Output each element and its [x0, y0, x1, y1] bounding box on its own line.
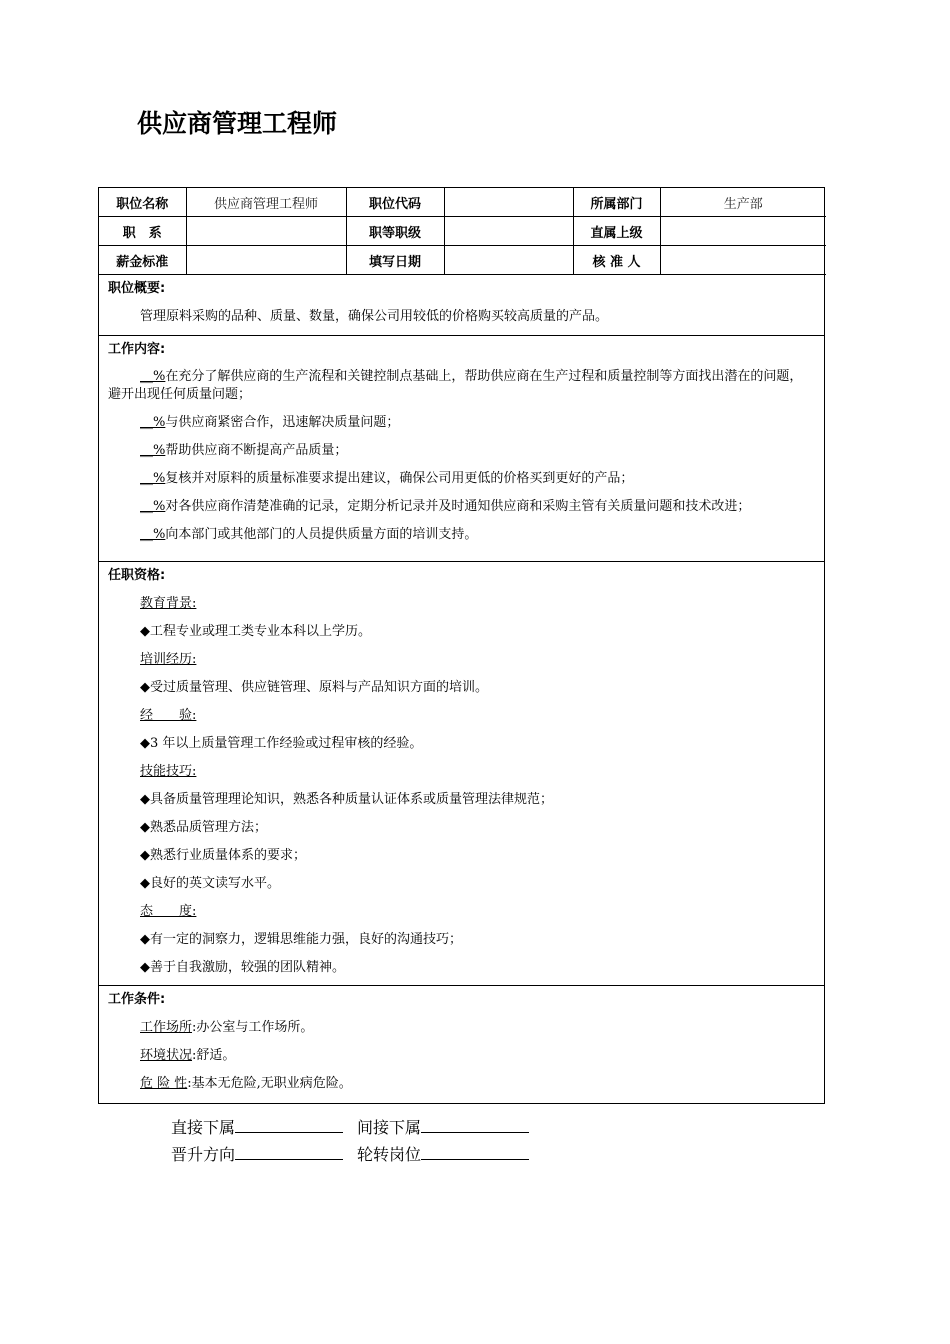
rotation-blank [421, 1143, 529, 1160]
supervisor-value [660, 217, 826, 246]
qualification-section [99, 562, 824, 986]
attitude-item: ◆有一定的洞察力，逻辑思维能力强，良好的沟通技巧； [140, 932, 462, 947]
position-name-label: 职位名称 [99, 188, 186, 217]
summary-section [99, 275, 824, 336]
work-item-text: 对各供应商作清楚准确的记录，定期分析记录并及时通知供应商和采购主管有关质量问题和技术改进； [165, 499, 751, 514]
job-family-value [186, 217, 346, 246]
place-value: :办公室与工作场所。 [192, 1020, 314, 1035]
percent-blank: __% [140, 415, 166, 430]
work-item [108, 465, 814, 493]
education-text: ◆工程专业或理工类专业本科以上学历。 [140, 624, 371, 639]
direct-reports-label: 直接下属 [171, 1118, 236, 1137]
work-item [108, 437, 814, 465]
header-table [99, 188, 826, 275]
position-name-value: 供应商管理工程师 [186, 188, 346, 217]
fill-date-label: 填写日期 [346, 246, 444, 275]
percent-blank: __% [140, 499, 166, 514]
work-section [99, 336, 824, 562]
work-item-text: 帮助供应商不断提高产品质量； [165, 443, 348, 458]
position-code-label: 职位代码 [346, 188, 444, 217]
approver-label: 核 准 人 [573, 246, 660, 275]
footer-row-2 [171, 1143, 543, 1166]
environment-value: :舒适。 [192, 1048, 236, 1063]
skill-item: ◆具备质量管理理论知识，熟悉各种质量认证体系或质量管理法律规范； [140, 792, 553, 807]
percent-blank: __% [140, 369, 166, 384]
header-row [99, 246, 826, 275]
percent-blank: __% [140, 527, 166, 542]
work-item-text: 与供应商紧密合作，迅速解决质量问题； [165, 415, 400, 430]
place-line [108, 1014, 814, 1042]
department-label: 所属部门 [573, 188, 660, 217]
work-item [108, 493, 814, 521]
skills-label: 技能技巧: [140, 764, 197, 779]
percent-blank: __% [140, 471, 166, 486]
grade-label: 职等职级 [346, 217, 444, 246]
supervisor-label: 直属上级 [573, 217, 660, 246]
promotion-label: 晋升方向 [171, 1145, 236, 1164]
direct-reports-blank [235, 1116, 343, 1133]
conditions-title: 工作条件: [108, 992, 166, 1007]
environment-label: 环境状况 [140, 1048, 193, 1063]
work-item [108, 409, 814, 437]
experience-text: ◆3 年以上质量管理工作经验或过程审核的经验。 [140, 736, 423, 751]
skill-item: ◆熟悉品质管理方法； [140, 820, 267, 835]
summary-title: 职位概要: [108, 281, 166, 296]
work-item-text: 在充分了解供应商的生产流程和关键控制点基础上，帮助供应商在生产过程和质量控制等方面找出潜在的问题，避开出现任何质量问题； [108, 369, 803, 402]
footer-row-1 [171, 1116, 543, 1139]
header-row [99, 217, 826, 246]
work-item [108, 364, 814, 409]
experience-label: 经 验: [140, 708, 197, 723]
indirect-reports-label: 间接下属 [357, 1118, 422, 1137]
conditions-section [99, 986, 824, 1101]
department-value: 生产部 [660, 188, 826, 217]
position-code-value [444, 188, 573, 217]
training-text: ◆受过质量管理、供应链管理、原料与产品知识方面的培训。 [140, 680, 488, 695]
training-label: 培训经历: [140, 652, 197, 667]
danger-label: 危 险 性 [140, 1076, 188, 1091]
page-title: 供应商管理工程师 [137, 109, 338, 138]
danger-line [108, 1070, 814, 1098]
qualification-title: 任职资格: [108, 568, 166, 583]
skill-item: ◆良好的英文读写水平。 [140, 876, 280, 891]
grade-value [444, 217, 573, 246]
fill-date-value [444, 246, 573, 275]
approver-value [660, 246, 826, 275]
percent-blank: __% [140, 443, 166, 458]
attitude-label: 态 度: [140, 904, 197, 919]
work-title: 工作内容: [108, 342, 166, 357]
promotion-blank [235, 1143, 343, 1160]
job-family-label: 职 系 [99, 217, 186, 246]
header-row [99, 188, 826, 217]
place-label: 工作场所 [140, 1020, 193, 1035]
indirect-reports-blank [421, 1116, 529, 1133]
summary-text: 管理原料采购的品种、质量、数量，确保公司用较低的价格购买较高质量的产品。 [140, 309, 609, 324]
job-description-form [98, 187, 825, 1104]
rotation-label: 轮转岗位 [357, 1145, 422, 1164]
education-label: 教育背景: [140, 596, 197, 611]
danger-value: :基本无危险,无职业病危险。 [187, 1076, 352, 1091]
salary-value [186, 246, 346, 275]
skill-item: ◆熟悉行业质量体系的要求； [140, 848, 306, 863]
environment-line [108, 1042, 814, 1070]
work-item-text: 复核并对原料的质量标准要求提出建议，确保公司用更低的价格买到更好的产品； [165, 471, 634, 486]
work-item-text: 向本部门或其他部门的人员提供质量方面的培训支持。 [165, 527, 478, 542]
salary-label: 薪金标准 [99, 246, 186, 275]
work-item [108, 521, 814, 549]
attitude-item: ◆善于自我激励，较强的团队精神。 [140, 960, 345, 975]
